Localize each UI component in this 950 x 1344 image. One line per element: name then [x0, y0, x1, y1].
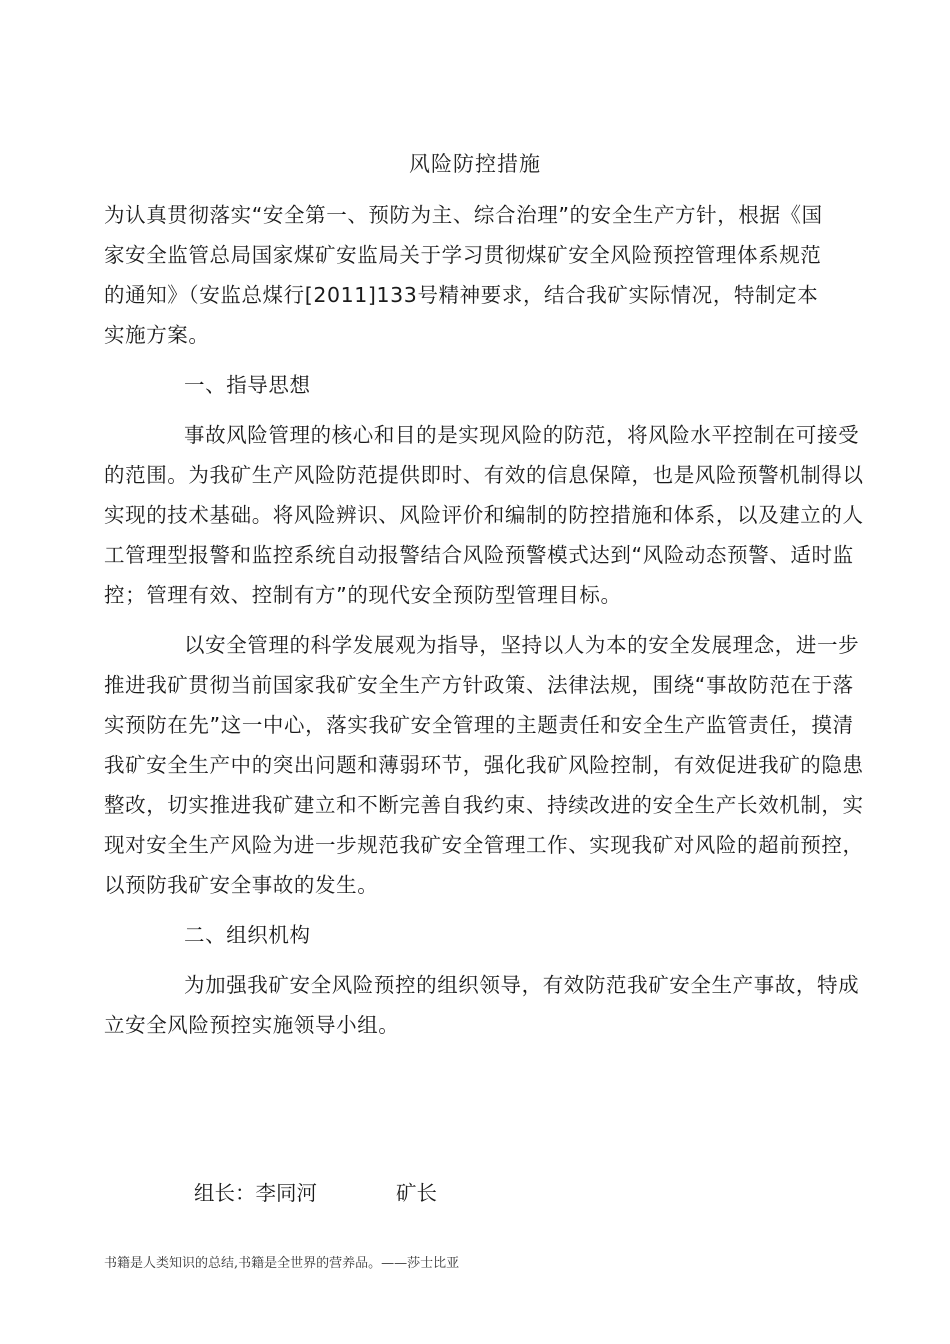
intro-paragraph: 为认真贯彻落实“安全第一、预防为主、综合治理”的安全生产方针，根据《国家安全监管总局国家煤矿安监局关于学习贯彻煤矿安全风险预控管理体系规范的通知》（安监总煤行[2011]133号精神要求，结合我矿实际情况，特制定本实施方案。 — [104, 203, 823, 347]
guiding-ideology-paragraph-2: 以安全管理的科学发展观为指导，坚持以人为本的安全发展理念，进一步推进我矿贯彻当前国家我矿安全生产方针政策、法律法规，围绕“事故防范在于落实预防在先”这一中心，落实我矿安全管理的主题责任和安全生产监管责任，摸清我矿安全生产中的突出问题和薄弱环节，强化我矿风险控制，有效促进我矿的隐患整改，切实推进我矿建立和不断完善自我约束、持续改进的安全生产长效机制，实现对安全生产风险为进一步规范我矿安全管理工作、实现我矿对风险的超前预控，以预防我矿安全事故的发生。 — [104, 633, 864, 897]
document-title: 风险防控措施 — [409, 152, 541, 176]
team-leader-name: 组长：李同河 — [194, 1181, 317, 1205]
section-heading-organization: 二、组织机构 — [184, 923, 311, 947]
footer-quote: 书籍是人类知识的总结,书籍是全世界的营养品。——莎士比亚 — [104, 1256, 460, 1271]
organization-paragraph: 为加强我矿安全风险预控的组织领导，有效防范我矿安全生产事故，特成立安全风险预控实施领导小组。 — [104, 973, 860, 1037]
guiding-ideology-paragraph-1: 事故风险管理的核心和目的是实现风险的防范，将风险水平控制在可接受的范围。为我矿生产风险防范提供即时、有效的信息保障，也是风险预警机制得以实现的技术基础。将风险辨识、风险评价和编制的防控措施和体系，以及建立的人工管理型报警和监控系统自动报警结合风险预警模式达到“风险动态预警、适时监控；管理有效、控制有方”的现代安全预防型管理目标。 — [104, 423, 864, 607]
section-heading-guiding-ideology: 一、指导思想 — [184, 373, 311, 397]
team-leader-row — [194, 1176, 437, 1206]
team-leader-position: 矿长 — [396, 1181, 437, 1205]
document-body — [104, 195, 864, 1045]
